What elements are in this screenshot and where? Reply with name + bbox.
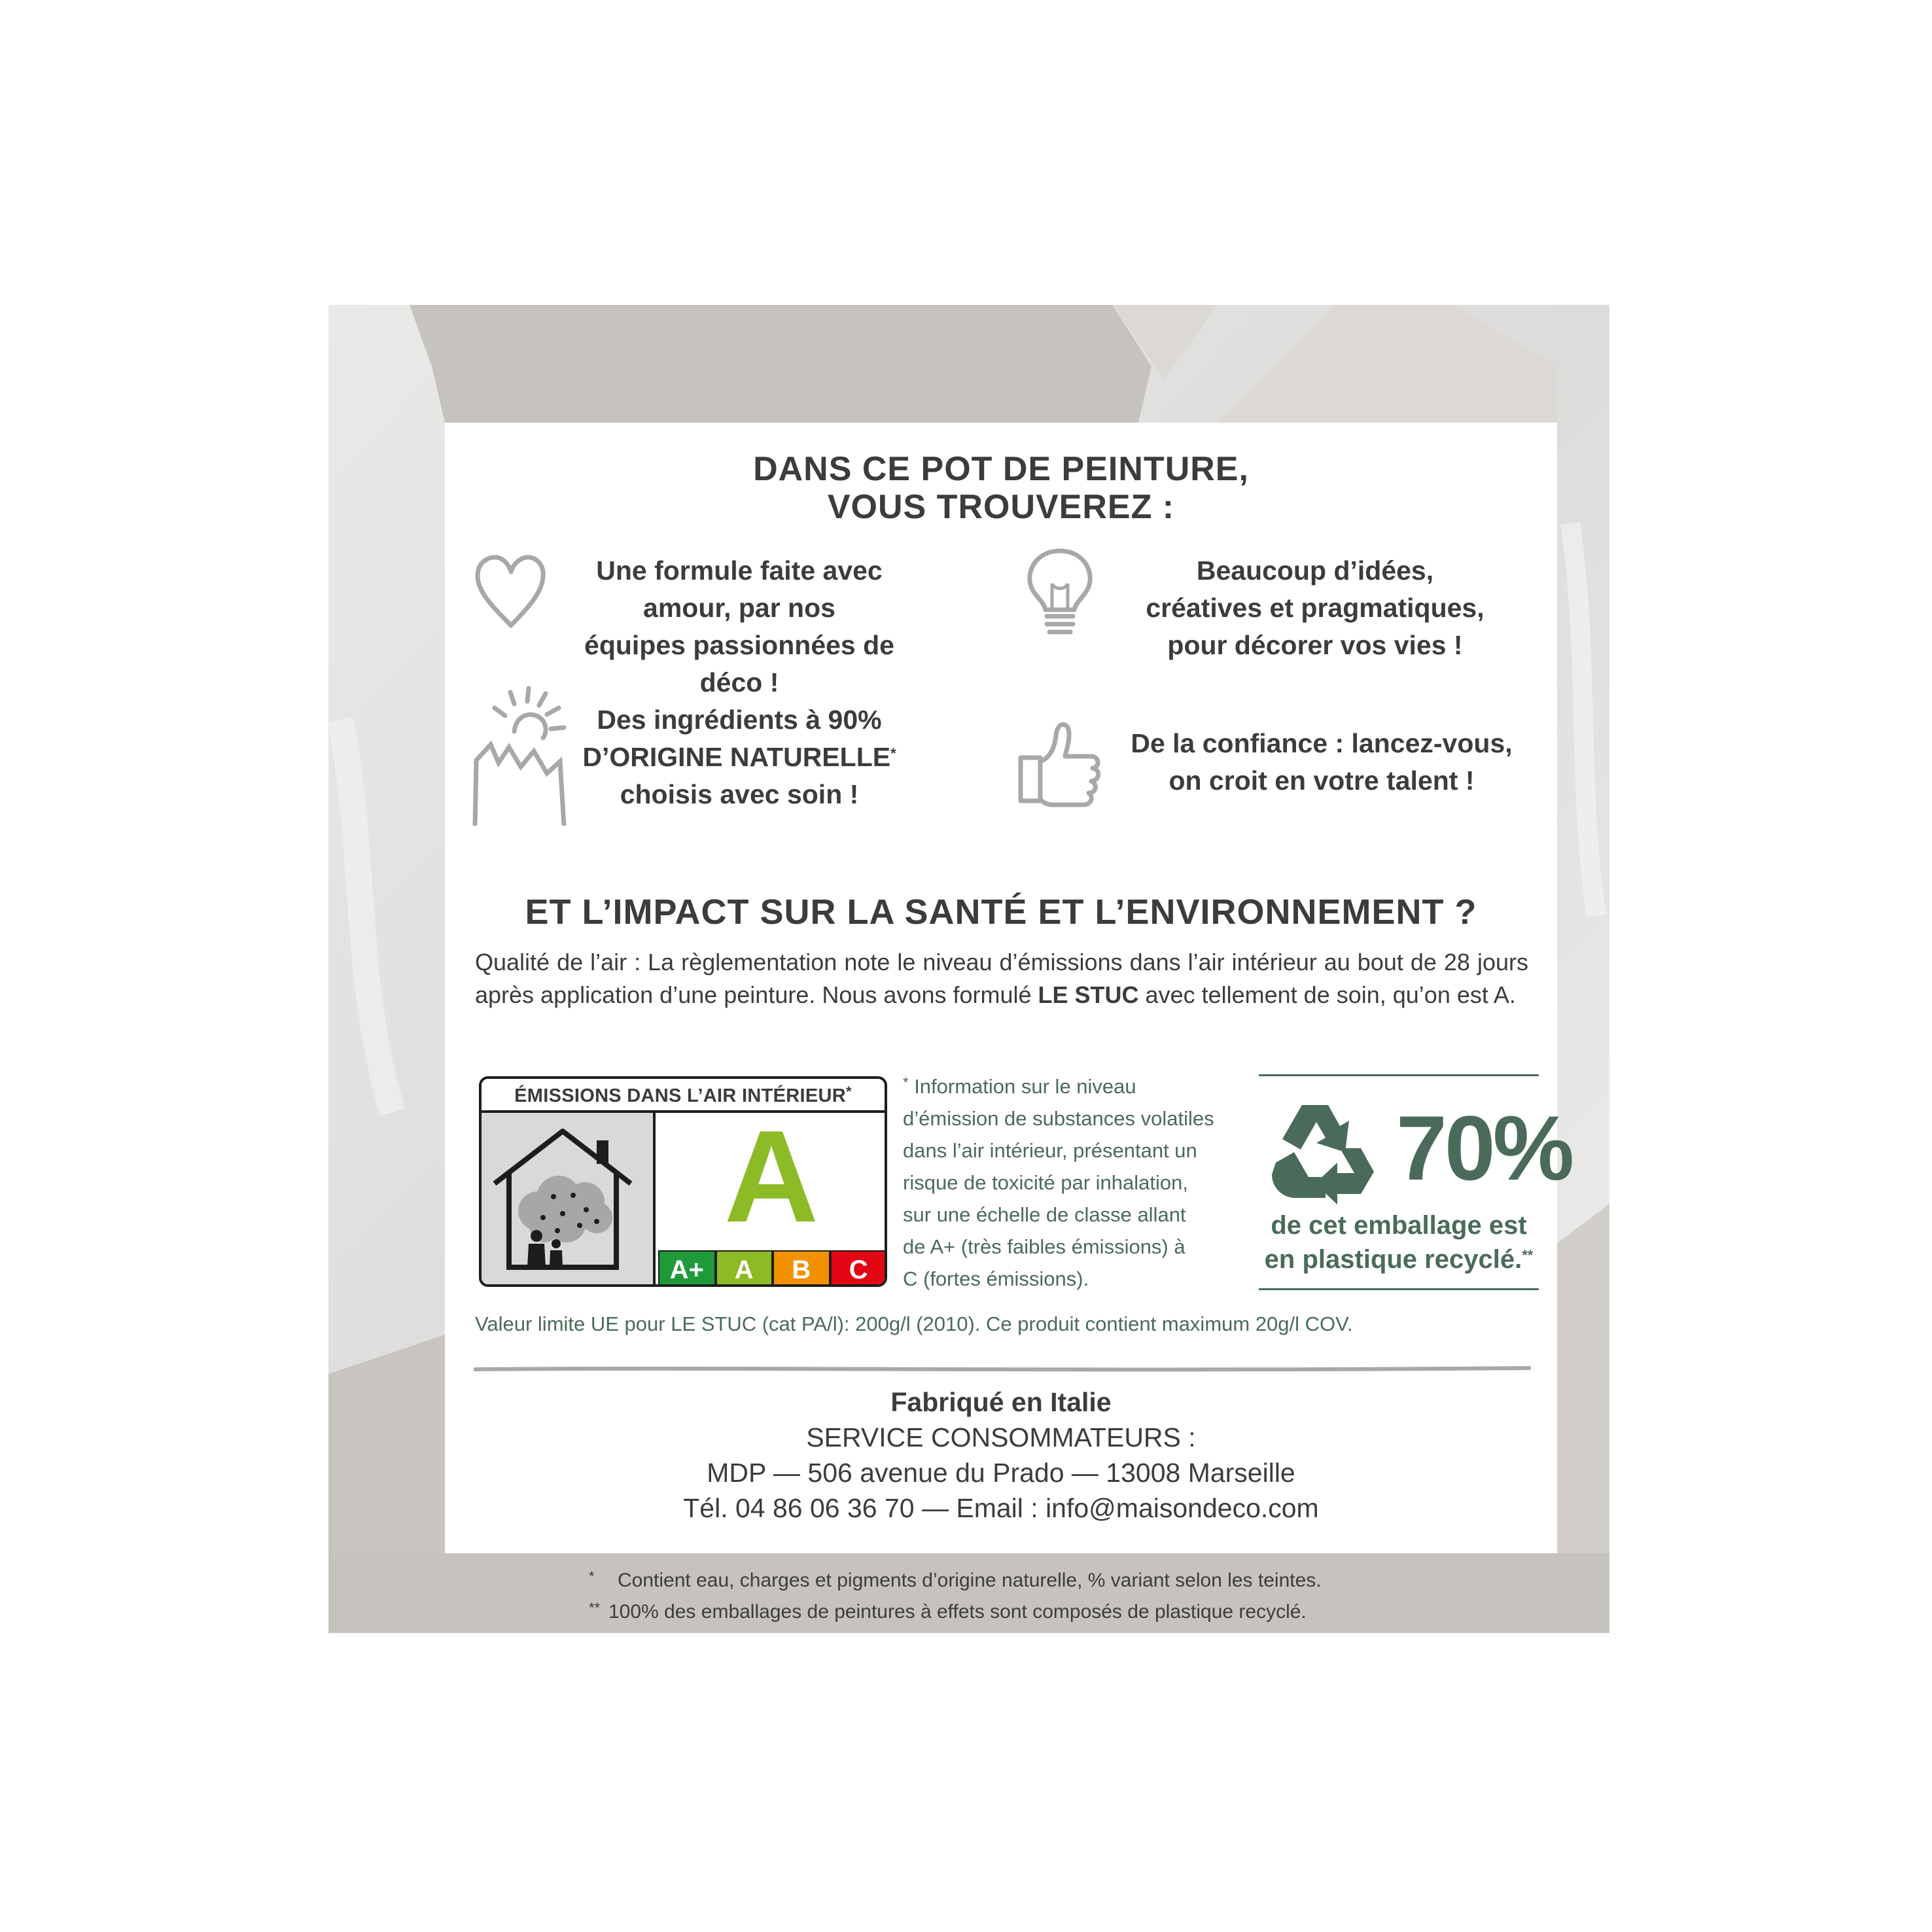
note-line: * Information sur le niveau — [903, 1074, 1136, 1098]
footnote-marker: * — [903, 1074, 909, 1091]
note-line: d’émission de substances volatiles — [903, 1107, 1214, 1130]
feature-text: choisis avec soin ! — [620, 779, 859, 809]
house-icon — [482, 1113, 653, 1287]
emissions-note — [903, 1070, 1243, 1295]
feature-text: Une formule faite avec — [596, 555, 883, 586]
footnote-marker: * — [890, 745, 896, 762]
scale-a-plus: A+ — [658, 1250, 716, 1287]
feature-text: Des ingrédients à 90% — [597, 705, 882, 735]
emission-scale — [658, 1250, 887, 1287]
recycle-line2: en plastique recyclé.** — [1264, 1245, 1534, 1274]
note-line: risque de toxicité par inhalation, — [903, 1171, 1188, 1194]
recycle-icon — [1263, 1092, 1387, 1210]
feature-text-natural: D’ORIGINE NATURELLE* — [582, 742, 896, 772]
service-title: SERVICE CONSOMMATEURS : — [806, 1422, 1196, 1452]
page-title — [445, 450, 1557, 526]
emissions-label — [479, 1076, 887, 1287]
lightbulb-icon — [1021, 544, 1099, 642]
heart-icon — [468, 548, 553, 633]
recycle-line1: de cet emballage est — [1271, 1211, 1527, 1240]
address: MDP — 506 avenue du Prado — 13008 Marseille — [707, 1458, 1295, 1488]
impact-title: ET L’IMPACT SUR LA SANTÉ ET L’ENVIRONNEMENT ? — [525, 892, 1477, 932]
recycled-percent: 70% — [1396, 1097, 1572, 1199]
scale-c: C — [830, 1250, 888, 1287]
scale-a: A — [716, 1250, 773, 1287]
emission-grade: A — [724, 1104, 819, 1250]
recycle-block — [1259, 1074, 1572, 1290]
feature-text: Beaucoup d’idées, — [1196, 555, 1434, 586]
feature-text: amour, par nos — [643, 593, 835, 623]
feature-text: pour décorer vos vies ! — [1167, 630, 1463, 660]
footnotes — [589, 1565, 1439, 1628]
feature-natural — [556, 701, 922, 813]
feature-love — [556, 552, 922, 701]
info-card — [445, 423, 1572, 1553]
emissions-label-title: ÉMISSIONS DANS L’AIR INTÉRIEUR* — [482, 1079, 885, 1113]
feature-text: De la confiance : lancez-vous, — [1131, 728, 1513, 758]
feature-text: équipes passionnées de déco ! — [584, 630, 894, 697]
note-line: dans l’air intérieur, présentant un — [903, 1139, 1197, 1162]
divider — [474, 1365, 1531, 1374]
thumbs-up-icon — [1014, 712, 1106, 810]
recycle-text — [1259, 1208, 1539, 1276]
feature-confidence — [1106, 725, 1537, 799]
note-line: sur une échelle de classe allant — [903, 1203, 1186, 1226]
feature-text: créatives et pragmatiques, — [1146, 593, 1484, 623]
footer — [445, 1384, 1557, 1526]
footnote-marker: ** — [1522, 1247, 1534, 1263]
footnote-1: * Contient eau, charges et pigments d’origine naturelle, % variant selon les teintes. — [589, 1568, 1322, 1591]
page-title-line1: DANS CE POT DE PEINTURE, — [753, 450, 1249, 488]
contact: Tél. 04 86 06 36 70 — Email : info@maisondeco.com — [683, 1493, 1319, 1523]
note-line: C (fortes émissions). — [903, 1267, 1089, 1290]
air-quality-paragraph: Qualité de l’air : La règlementation note le niveau d’émissions dans l’air intérieur au bout de 28 jours après application d’une peinture. Nous avons formulé LE STUC avec tellement de soin, qu’on est A. — [475, 949, 1528, 1008]
house-cell — [482, 1113, 656, 1287]
feature-text: on croit en votre talent ! — [1168, 765, 1475, 796]
footnote-marker: * — [846, 1083, 852, 1100]
feature-ideas — [1106, 552, 1524, 664]
product-name: LE STUC — [1038, 981, 1139, 1008]
note-line: de A+ (très faibles émissions) à — [903, 1235, 1186, 1258]
made-in: Fabriqué en Italie — [890, 1387, 1112, 1417]
footnote-2: ** 100% des emballages de peintures à effets sont composés de plastique recyclé. — [589, 1600, 1307, 1623]
voc-limit: Valeur limite UE pour LE STUC (cat PA/l): 200g/l (2010). Ce produit contient maximum 20g/l COV. — [475, 1312, 1353, 1335]
page-title-line2: VOUS TROUVEREZ : — [827, 488, 1175, 526]
scale-b: B — [773, 1250, 830, 1287]
